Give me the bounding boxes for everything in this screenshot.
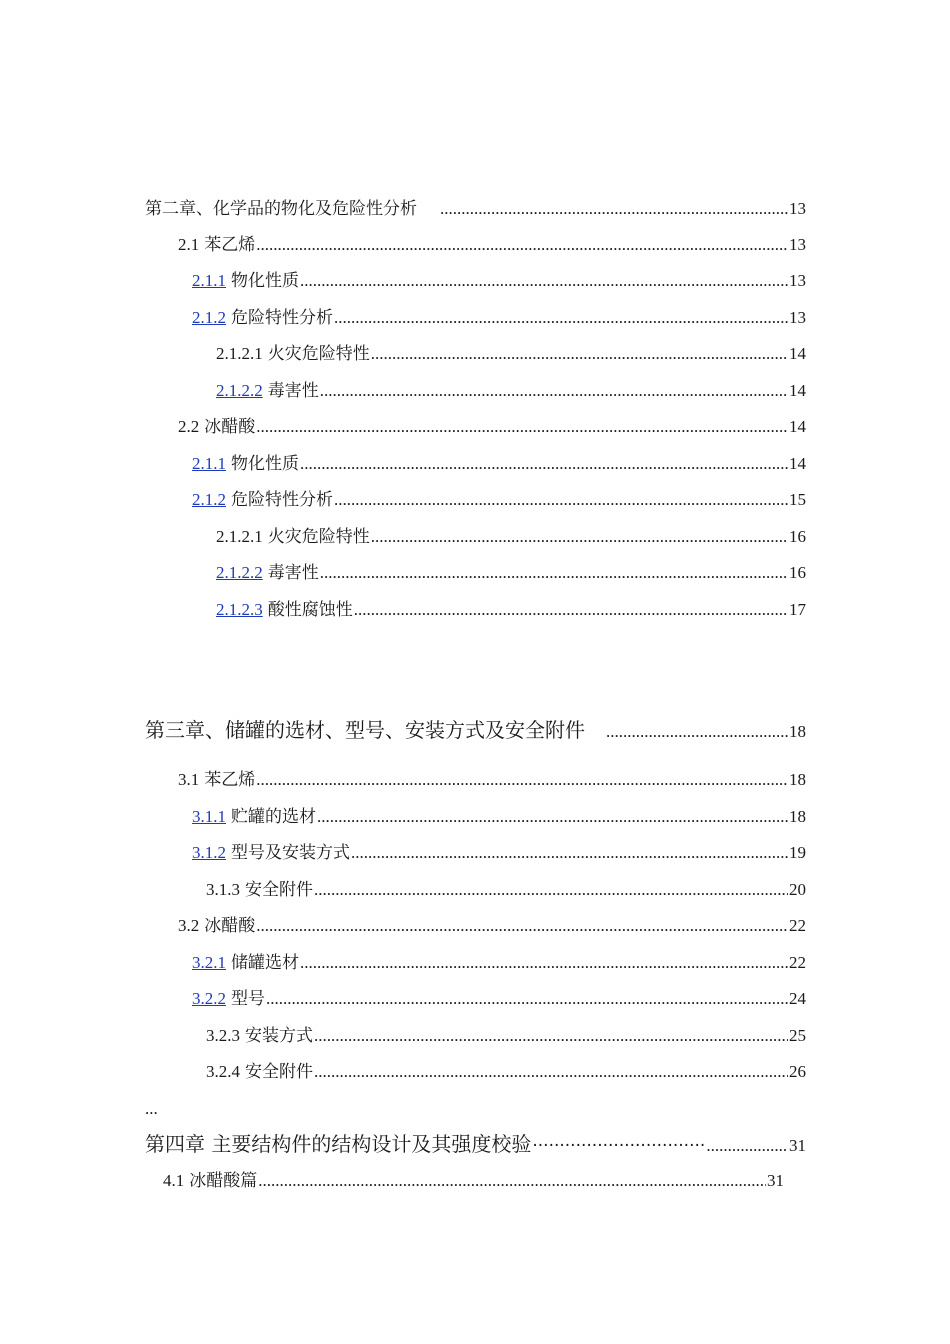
toc-page: 26 (789, 1062, 806, 1081)
toc-title: 危险特性分析 (231, 490, 333, 509)
toc-leader (334, 489, 788, 511)
toc-number-link[interactable]: 3.1.1 (192, 807, 226, 826)
toc-entry-2-2-2[interactable] (192, 489, 806, 511)
toc-page: 22 (789, 916, 806, 935)
toc-leader (256, 769, 788, 791)
toc-entry-3-2-1[interactable] (192, 952, 806, 974)
toc-leader (371, 526, 788, 548)
toc-number-link[interactable]: 2.1.2.2 (216, 381, 263, 400)
toc-leader (258, 1170, 766, 1192)
toc-number: 2.1.2.1 (216, 527, 263, 546)
toc-number-link[interactable]: 3.1.2 (192, 843, 226, 862)
toc-entry-2-1-1[interactable] (192, 270, 806, 292)
toc-number: 3.2.3 (206, 1026, 240, 1045)
toc-page: 18 (789, 722, 806, 741)
toc-leader (266, 988, 788, 1010)
toc-leader (256, 915, 788, 937)
toc-entry-2-1-2-2[interactable] (216, 380, 806, 402)
toc-entry-4-1[interactable] (163, 1170, 784, 1192)
toc-entry-3-1-2[interactable] (192, 842, 806, 864)
toc-title: 安装方式 (245, 1026, 313, 1045)
toc-page: 31 (789, 1136, 806, 1155)
toc-number: 3.2.4 (206, 1062, 240, 1081)
toc-entry-3-2-2[interactable] (192, 988, 806, 1010)
toc-number: 3.1.3 (206, 880, 240, 899)
toc-number: 2.1 (178, 235, 200, 254)
toc-entry-3-2-4[interactable] (206, 1061, 806, 1083)
toc-page: 20 (789, 880, 806, 899)
toc-title: 毒害性 (267, 563, 319, 582)
toc-title: 苯乙烯 (204, 235, 256, 254)
toc-entry-2-1[interactable] (178, 234, 806, 256)
toc-title: 火灾危险特性 (267, 527, 370, 546)
toc-page: 14 (789, 417, 806, 436)
toc-number-link[interactable]: 2.1.2.3 (216, 600, 263, 619)
toc-leader (606, 721, 788, 743)
toc-title: 冰醋酸 (204, 417, 256, 436)
toc-number: 2.2 (178, 417, 200, 436)
toc-number-link[interactable]: 2.1.2 (192, 490, 226, 509)
toc-page: 13 (789, 271, 806, 290)
toc-page: 18 (789, 807, 806, 826)
toc-leader (320, 380, 788, 402)
toc-page: 14 (789, 454, 806, 473)
toc-title: 冰醋酸篇 (189, 1171, 258, 1190)
toc-title: 储罐选材 (231, 953, 299, 972)
toc-title: 火灾危险特性 (267, 344, 370, 363)
toc-leader (532, 1135, 704, 1157)
toc-title: 第二章、化学品的物化及危险性分析 (145, 199, 417, 218)
toc-leader (314, 879, 788, 901)
toc-title: 冰醋酸 (204, 916, 256, 935)
toc-page: 16 (789, 527, 806, 546)
toc-leader (300, 270, 788, 292)
toc-chapter-3[interactable] (145, 719, 806, 743)
toc-entry-3-2[interactable] (178, 915, 806, 937)
toc-number-link[interactable]: 2.1.1 (192, 454, 226, 473)
toc-entry-3-1[interactable] (178, 769, 806, 791)
toc-leader (256, 416, 788, 438)
toc-title: 第三章、储罐的选材、型号、安装方式及安全附件 (145, 718, 585, 742)
toc-leader (300, 952, 788, 974)
toc-title: 苯乙烯 (204, 770, 256, 789)
toc-leader (440, 198, 788, 220)
toc-page: 18 (789, 770, 806, 789)
toc-entry-2-1-2-1[interactable] (216, 343, 806, 365)
toc-number: 4.1 (163, 1171, 185, 1190)
toc-leader (334, 307, 788, 329)
toc-number-link[interactable]: 2.1.1 (192, 271, 226, 290)
toc-entry-2-2-2-1[interactable] (216, 526, 806, 548)
toc-number: 2.1.2.1 (216, 344, 263, 363)
toc-entry-2-1-2[interactable] (192, 307, 806, 329)
toc-title: 安全附件 (245, 1062, 313, 1081)
toc-page: 25 (789, 1026, 806, 1045)
toc-leader (314, 1061, 788, 1083)
toc-page: 16 (789, 563, 806, 582)
toc-title: 型号 (231, 989, 265, 1008)
toc-page: 14 (789, 344, 806, 363)
toc-entry-2-2-1[interactable] (192, 453, 806, 475)
toc-entry-2-2-2-2[interactable] (216, 562, 806, 584)
toc-title: 毒害性 (267, 381, 319, 400)
toc-title: 安全附件 (245, 880, 313, 899)
toc-leader (371, 343, 788, 365)
toc-title: 危险特性分析 (231, 308, 333, 327)
toc-leader (317, 806, 788, 828)
toc-number-link[interactable]: 3.2.2 (192, 989, 226, 1008)
toc-entry-2-2[interactable] (178, 416, 806, 438)
toc-entry-3-1-1[interactable] (192, 806, 806, 828)
toc-title: 酸性腐蚀性 (267, 600, 353, 619)
ellipsis-text: ... (145, 1099, 158, 1118)
toc-entry-3-2-3[interactable] (206, 1025, 806, 1047)
toc-page: 24 (789, 989, 806, 1008)
toc-page: 13 (789, 308, 806, 327)
toc-entry-3-1-3[interactable] (206, 879, 806, 901)
toc-page: 31 (767, 1171, 784, 1190)
toc-page: 14 (789, 381, 806, 400)
toc-leader (320, 562, 788, 584)
toc-entry-2-2-2-3[interactable] (216, 599, 806, 621)
toc-page: 15 (789, 490, 806, 509)
toc-leader (706, 1135, 788, 1157)
toc-leader (256, 234, 788, 256)
toc-title: 物化性质 (231, 271, 299, 290)
toc-title: 物化性质 (231, 454, 299, 473)
toc-leader (354, 599, 788, 621)
toc-page: 13 (789, 235, 806, 254)
toc-page: 22 (789, 953, 806, 972)
toc-number-link[interactable]: 2.1.2 (192, 308, 226, 327)
toc-number: 3.1 (178, 770, 200, 789)
toc-title: 型号及安装方式 (231, 843, 350, 862)
toc-page: 13 (789, 199, 806, 218)
toc-number-link[interactable]: 2.1.2.2 (216, 563, 263, 582)
toc-chapter-2[interactable] (145, 198, 806, 220)
toc-title: 贮罐的选材 (231, 807, 316, 826)
toc-number: 3.2 (178, 916, 200, 935)
toc-chapter-4[interactable] (145, 1133, 806, 1157)
toc-leader (300, 453, 788, 475)
toc-leader (351, 842, 788, 864)
toc-number-link[interactable]: 3.2.1 (192, 953, 226, 972)
toc-page: 17 (789, 600, 806, 619)
toc-leader (314, 1025, 788, 1047)
toc-title: 第四章 主要结构件的结构设计及其强度校验 (145, 1132, 532, 1156)
toc-page: 19 (789, 843, 806, 862)
